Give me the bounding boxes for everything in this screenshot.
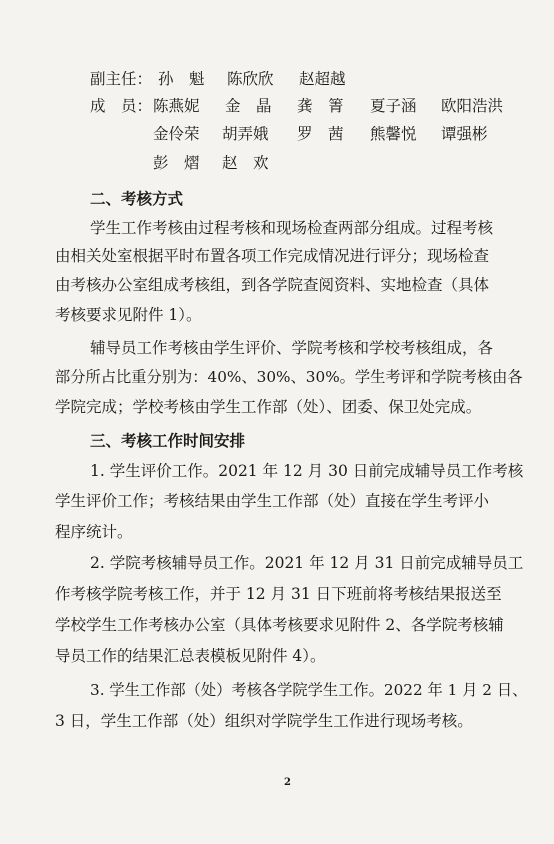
paragraph-line: 学生工作考核由过程考核和现场检查两部分组成。过程考核 bbox=[90, 219, 494, 237]
deputy-name: 孙 魁 bbox=[158, 70, 205, 88]
paragraph-line: 由相关处室根据平时布置各项工作完成情况进行评分；现场检查 bbox=[55, 247, 490, 265]
paragraph-line: 学生评价工作；考核结果由学生工作部（处）直接在学生考评小 bbox=[55, 492, 490, 510]
paragraph-line: 作考核学院考核工作，并于 12 月 31 日下班前将考核结果报送至 bbox=[55, 585, 502, 603]
member-name: 罗 茜 bbox=[297, 125, 344, 143]
member-name: 金伶荣 bbox=[153, 125, 200, 143]
paragraph-line: 程序统计。 bbox=[55, 523, 133, 541]
deputy-name: 陈欣欣 bbox=[227, 70, 274, 88]
member-name: 胡弄娥 bbox=[222, 125, 269, 143]
paragraph-line: 辅导员工作考核由学生评价、学院考核和学校考核组成，各 bbox=[90, 339, 494, 357]
member-name: 夏子涵 bbox=[370, 97, 417, 115]
member-name: 谭强彬 bbox=[441, 125, 488, 143]
member-name: 欧阳浩洪 bbox=[441, 97, 504, 115]
section-heading: 二、考核方式 bbox=[90, 190, 184, 208]
member-name: 陈燕妮 bbox=[153, 97, 200, 115]
paragraph-line: 导员工作的结果汇总表模板见附件 4）。 bbox=[55, 647, 326, 665]
member-name: 金 晶 bbox=[225, 97, 272, 115]
paragraph-line: 学校学生工作考核办公室（具体考核要求见附件 2、各学院考核辅 bbox=[55, 616, 504, 634]
paragraph-line: 2. 学院考核辅导员工作。2021 年 12 月 31 日前完成辅导员工 bbox=[90, 554, 524, 572]
member-name: 龚 箐 bbox=[297, 97, 344, 115]
paragraph-line: 学院完成；学校考核由学生工作部（处）、团委、保卫处完成。 bbox=[55, 398, 482, 416]
page-number: 2 bbox=[284, 777, 291, 788]
member-name: 熊馨悦 bbox=[370, 125, 417, 143]
member-name: 彭 熠 bbox=[153, 154, 200, 172]
paragraph-line: 3. 学生工作部（处）考核各学院学生工作。2022 年 1 月 2 日、 bbox=[90, 681, 528, 699]
paragraph-line: 考核要求见附件 1）。 bbox=[55, 306, 202, 324]
section-heading: 三、考核工作时间安排 bbox=[90, 432, 246, 450]
paragraph-line: 3 日，学生工作部（处）组织对学院学生工作进行现场考核。 bbox=[55, 712, 473, 730]
member-name: 赵 欢 bbox=[222, 154, 269, 172]
paragraph-line: 由考核办公室组成考核组，到各学院查阅资料、实地检查（具体 bbox=[55, 276, 490, 294]
paragraph-line: 1. 学生评价工作。2021 年 12 月 30 日前完成辅导员工作考核 bbox=[90, 462, 524, 480]
paragraph-line: 部分所占比重分别为：40%、30%、30%。学生考评和学院考核由各 bbox=[55, 368, 523, 386]
member-label: 成 员： bbox=[90, 97, 153, 115]
deputy-label: 副主任： bbox=[90, 70, 153, 88]
deputy-name: 赵超越 bbox=[299, 70, 346, 88]
